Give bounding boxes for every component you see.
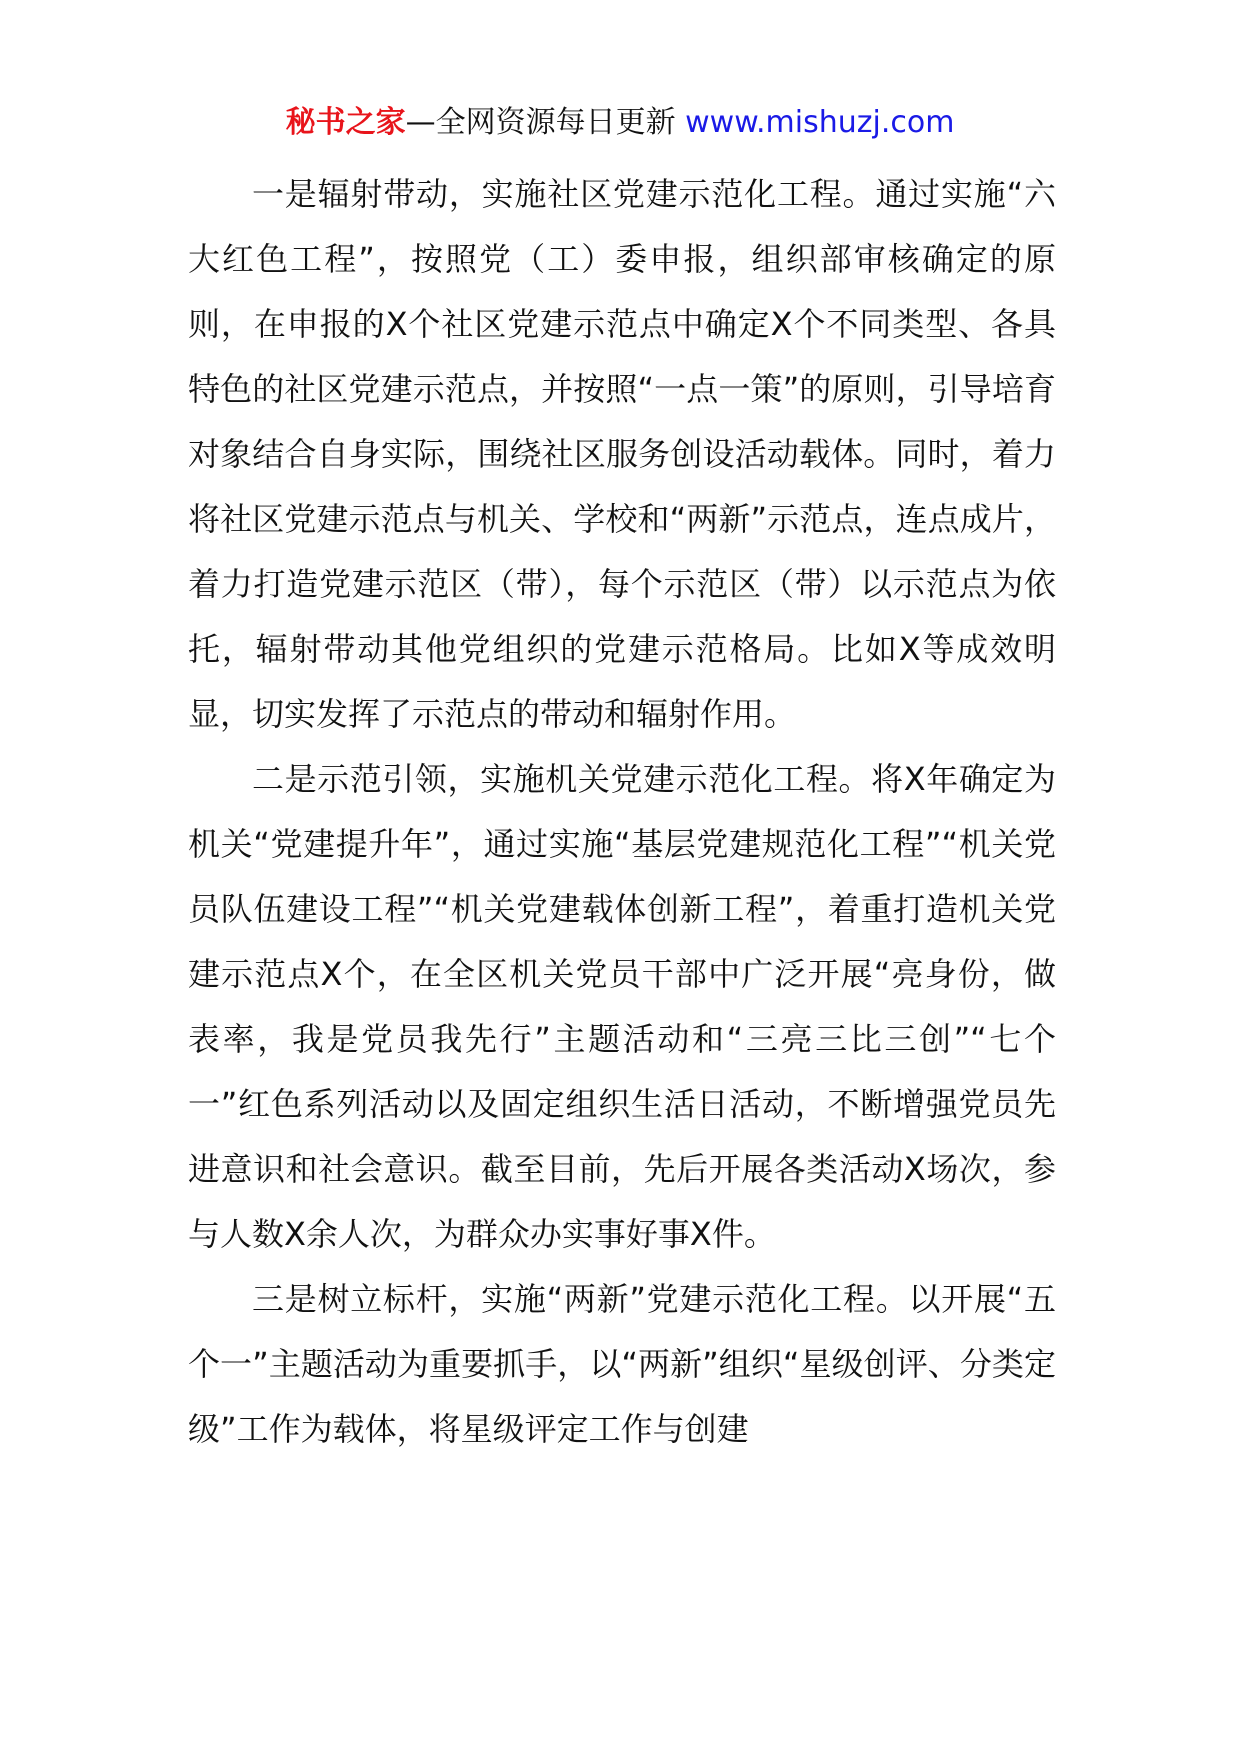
paragraph-2: 二是示范引领，实施机关党建示范化工程。将X年确定为机关“党建提升年”，通过实施“基层党建规范化工程”“机关党员队伍建设工程”“机关党建载体创新工程”，着重打造机关党建示范点X个，在全区机关党员干部中广泛开展“亮身份，做表率，我是党员我先行”主题活动和“三亮三比三创”“七个一”红色系列活动以及固定组织生活日活动，不断增强党员先进意识和社会意识。截至目前，先后开展各类活动X场次，参与人数X余人次，为群众办实事好事X件。 [188, 760, 1056, 1253]
paragraph-1: 一是辐射带动，实施社区党建示范化工程。通过实施“六大红色工程”，按照党（工）委申报，组织部审核确定的原则，在申报的X个社区党建示范点中确定X个不同类型、各具特色的社区党建示范点，并按照“一点一策”的原则，引导培育对象结合自身实际，围绕社区服务创设活动载体。同时，着力将社区党建示范点与机关、学校和“两新”示范点，连点成片，着力打造党建示范区（带），每个示范区（带）以示范点为依托，辐射带动其他党组织的党建示范格局。比如X等成效明显，切实发挥了示范点的带动和辐射作用。 [188, 175, 1056, 733]
brand-name: 秘书之家 [285, 105, 406, 140]
website-link[interactable]: www.mishuzj.com [685, 105, 955, 140]
page-header [0, 103, 1240, 143]
header-slogan: —全网资源每日更新 [405, 105, 676, 140]
document-body [188, 162, 1056, 1462]
paragraph-3: 三是树立标杆，实施“两新”党建示范化工程。以开展“五个一”主题活动为重要抓手，以“两新”组织“星级创评、分类定级”工作为载体，将星级评定工作与创建 [188, 1280, 1056, 1448]
